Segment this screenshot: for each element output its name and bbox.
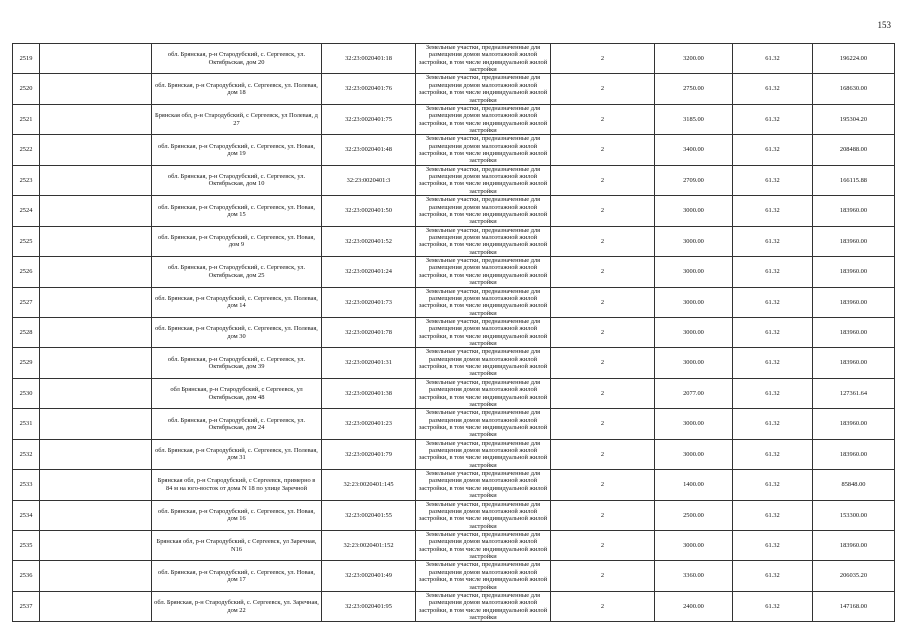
land-use-cell: Земельные участки, предназначенные для размещения домов малоэтажной жилой застройки, в том числе индивидуальной жилой застройки <box>416 226 551 256</box>
rate-cell: 61.32 <box>733 378 813 408</box>
address-cell: обл. Брянская, р-н Стародубский, с. Сергеевск, ул. Октябрьская, дом 39 <box>152 348 322 378</box>
rate-cell: 61.32 <box>733 44 813 74</box>
group-cell: 2 <box>551 257 655 287</box>
cadastral-number-cell: 32:23:0020401:24 <box>322 257 416 287</box>
address-cell: обл. Брянская, р-н Стародубский, с. Сергеевск, ул. Октябрьская, дом 25 <box>152 257 322 287</box>
group-cell: 2 <box>551 317 655 347</box>
rate-cell: 61.32 <box>733 470 813 500</box>
group-cell: 2 <box>551 500 655 530</box>
land-use-cell: Земельные участки, предназначенные для размещения домов малоэтажной жилой застройки, в том числе индивидуальной жилой застройки <box>416 500 551 530</box>
group-cell: 2 <box>551 196 655 226</box>
total-value-cell: 208488.00 <box>813 135 895 165</box>
land-use-cell: Земельные участки, предназначенные для размещения домов малоэтажной жилой застройки, в том числе индивидуальной жилой застройки <box>416 135 551 165</box>
row-number-cell: 2533 <box>13 470 40 500</box>
row-number-cell: 2524 <box>13 196 40 226</box>
area-cell: 3000.00 <box>655 196 733 226</box>
rate-cell: 61.32 <box>733 500 813 530</box>
group-cell: 2 <box>551 470 655 500</box>
row-number-cell: 2534 <box>13 500 40 530</box>
empty-cell <box>40 500 152 530</box>
land-use-cell: Земельные участки, предназначенные для размещения домов малоэтажной жилой застройки, в том числе индивидуальной жилой застройки <box>416 317 551 347</box>
total-value-cell: 183960.00 <box>813 287 895 317</box>
area-cell: 3000.00 <box>655 409 733 439</box>
area-cell: 3200.00 <box>655 44 733 74</box>
total-value-cell: 183960.00 <box>813 409 895 439</box>
area-cell: 3000.00 <box>655 257 733 287</box>
rate-cell: 61.32 <box>733 348 813 378</box>
group-cell: 2 <box>551 104 655 134</box>
address-cell: обл. Брянская, р-н Стародубский, с. Сергеевск, ул. Октябрьская, дом 24 <box>152 409 322 439</box>
address-cell: Брянская обл, р-н Стародубский, с Сергеевск, ул Полевая, д 27 <box>152 104 322 134</box>
group-cell: 2 <box>551 44 655 74</box>
area-cell: 2709.00 <box>655 165 733 195</box>
land-use-cell: Земельные участки, предназначенные для размещения домов малоэтажной жилой застройки, в том числе индивидуальной жилой застройки <box>416 561 551 591</box>
group-cell: 2 <box>551 165 655 195</box>
total-value-cell: 183960.00 <box>813 531 895 561</box>
cadastral-number-cell: 32:23:0020401:31 <box>322 348 416 378</box>
group-cell: 2 <box>551 135 655 165</box>
cadastral-number-cell: 32:23:0020401:52 <box>322 226 416 256</box>
table-row <box>13 165 895 195</box>
empty-cell <box>40 257 152 287</box>
table-row <box>13 378 895 408</box>
table-row <box>13 591 895 621</box>
land-use-cell: Земельные участки, предназначенные для размещения домов малоэтажной жилой застройки, в том числе индивидуальной жилой застройки <box>416 165 551 195</box>
land-use-cell: Земельные участки, предназначенные для размещения домов малоэтажной жилой застройки, в том числе индивидуальной жилой застройки <box>416 196 551 226</box>
cadastral-number-cell: 32:23:0020401:152 <box>322 531 416 561</box>
table-row <box>13 409 895 439</box>
group-cell: 2 <box>551 561 655 591</box>
rate-cell: 61.32 <box>733 409 813 439</box>
row-number-cell: 2529 <box>13 348 40 378</box>
rate-cell: 61.32 <box>733 226 813 256</box>
row-number-cell: 2527 <box>13 287 40 317</box>
land-use-cell: Земельные участки, предназначенные для размещения домов малоэтажной жилой застройки, в том числе индивидуальной жилой застройки <box>416 348 551 378</box>
total-value-cell: 168630.00 <box>813 74 895 104</box>
table-row <box>13 470 895 500</box>
group-cell: 2 <box>551 531 655 561</box>
table-row <box>13 439 895 469</box>
group-cell: 2 <box>551 439 655 469</box>
address-cell: обл. Брянская, р-н Стародубский, с. Сергеевск, ул. Новая, дом 16 <box>152 500 322 530</box>
total-value-cell: 183960.00 <box>813 196 895 226</box>
address-cell: обл Брянская, р-н Стародубский, с Сергеевск, ул Октябрьская, дом 48 <box>152 378 322 408</box>
table-row <box>13 561 895 591</box>
group-cell: 2 <box>551 591 655 621</box>
total-value-cell: 206035.20 <box>813 561 895 591</box>
rate-cell: 61.32 <box>733 317 813 347</box>
table-row <box>13 500 895 530</box>
group-cell: 2 <box>551 409 655 439</box>
total-value-cell: 147168.00 <box>813 591 895 621</box>
area-cell: 2750.00 <box>655 74 733 104</box>
row-number-cell: 2531 <box>13 409 40 439</box>
rate-cell: 61.32 <box>733 531 813 561</box>
empty-cell <box>40 74 152 104</box>
total-value-cell: 85848.00 <box>813 470 895 500</box>
empty-cell <box>40 135 152 165</box>
total-value-cell: 183960.00 <box>813 226 895 256</box>
address-cell: обл. Брянская, р-н Стародубский, с. Сергеевск, ул. Полевая, дом 31 <box>152 439 322 469</box>
row-number-cell: 2537 <box>13 591 40 621</box>
area-cell: 3000.00 <box>655 287 733 317</box>
land-use-cell: Земельные участки, предназначенные для размещения домов малоэтажной жилой застройки, в том числе индивидуальной жилой застройки <box>416 104 551 134</box>
address-cell: Брянская обл, р-н Стародубский, с Сергеевск, ул Заречная, N16 <box>152 531 322 561</box>
cadastral-number-cell: 32:23:0020401:48 <box>322 135 416 165</box>
table-row <box>13 287 895 317</box>
land-use-cell: Земельные участки, предназначенные для размещения домов малоэтажной жилой застройки, в том числе индивидуальной жилой застройки <box>416 287 551 317</box>
table-row <box>13 531 895 561</box>
area-cell: 3400.00 <box>655 135 733 165</box>
cadastral-number-cell: 32:23:0020401:78 <box>322 317 416 347</box>
address-cell: обл. Брянская, р-н Стародубский, с. Сергеевск, ул. Заречная, дом 22 <box>152 591 322 621</box>
table-row <box>13 257 895 287</box>
land-use-cell: Земельные участки, предназначенные для размещения домов малоэтажной жилой застройки, в том числе индивидуальной жилой застройки <box>416 74 551 104</box>
cadastral-number-cell: 32:23:0020401:49 <box>322 561 416 591</box>
rate-cell: 61.32 <box>733 165 813 195</box>
total-value-cell: 153300.00 <box>813 500 895 530</box>
address-cell: обл. Брянская, р-н Стародубский, с. Сергеевск, ул. Новая, дом 17 <box>152 561 322 591</box>
land-use-cell: Земельные участки, предназначенные для размещения домов малоэтажной жилой застройки, в том числе индивидуальной жилой застройки <box>416 591 551 621</box>
address-cell: обл. Брянская, р-н Стародубский, с. Сергеевск, ул. Новая, дом 9 <box>152 226 322 256</box>
table-row <box>13 196 895 226</box>
rate-cell: 61.32 <box>733 561 813 591</box>
cadastral-number-cell: 32:23:0020401:3 <box>322 165 416 195</box>
row-number-cell: 2520 <box>13 74 40 104</box>
cadastral-number-cell: 32:23:0020401:50 <box>322 196 416 226</box>
address-cell: обл. Брянская, р-н Стародубский, с. Сергеевск, ул. Новая, дом 15 <box>152 196 322 226</box>
total-value-cell: 183960.00 <box>813 257 895 287</box>
total-value-cell: 183960.00 <box>813 348 895 378</box>
rate-cell: 61.32 <box>733 287 813 317</box>
cadastral-number-cell: 32:23:0020401:75 <box>322 104 416 134</box>
area-cell: 2400.00 <box>655 591 733 621</box>
cadastral-number-cell: 32:23:0020401:55 <box>322 500 416 530</box>
total-value-cell: 183960.00 <box>813 317 895 347</box>
land-use-cell: Земельные участки, предназначенные для размещения домов малоэтажной жилой застройки, в том числе индивидуальной жилой застройки <box>416 531 551 561</box>
area-cell: 3360.00 <box>655 561 733 591</box>
empty-cell <box>40 287 152 317</box>
row-number-cell: 2530 <box>13 378 40 408</box>
group-cell: 2 <box>551 348 655 378</box>
land-use-cell: Земельные участки, предназначенные для размещения домов малоэтажной жилой застройки, в том числе индивидуальной жилой застройки <box>416 378 551 408</box>
cadastral-number-cell: 32:23:0020401:23 <box>322 409 416 439</box>
land-use-cell: Земельные участки, предназначенные для размещения домов малоэтажной жилой застройки, в том числе индивидуальной жилой застройки <box>416 470 551 500</box>
rate-cell: 61.32 <box>733 196 813 226</box>
area-cell: 2500.00 <box>655 500 733 530</box>
empty-cell <box>40 104 152 134</box>
area-cell: 3000.00 <box>655 439 733 469</box>
total-value-cell: 183960.00 <box>813 439 895 469</box>
registry-body <box>13 44 895 622</box>
total-value-cell: 127361.64 <box>813 378 895 408</box>
land-use-cell: Земельные участки, предназначенные для размещения домов малоэтажной жилой застройки, в том числе индивидуальной жилой застройки <box>416 44 551 74</box>
row-number-cell: 2522 <box>13 135 40 165</box>
address-cell: обл. Брянская, р-н Стародубский, с. Сергеевск, ул. Полевая, дом 30 <box>152 317 322 347</box>
empty-cell <box>40 531 152 561</box>
row-number-cell: 2526 <box>13 257 40 287</box>
rate-cell: 61.32 <box>733 135 813 165</box>
address-cell: обл. Брянская, р-н Стародубский, с. Сергеевск, ул. Полевая, дом 18 <box>152 74 322 104</box>
table-row <box>13 226 895 256</box>
row-number-cell: 2536 <box>13 561 40 591</box>
cadastral-number-cell: 32:23:0020401:95 <box>322 591 416 621</box>
total-value-cell: 196224.00 <box>813 44 895 74</box>
cadastral-number-cell: 32:23:0020401:79 <box>322 439 416 469</box>
empty-cell <box>40 348 152 378</box>
empty-cell <box>40 378 152 408</box>
address-cell: обл. Брянская, р-н Стародубский, с. Сергеевск, ул. Новая, дом 19 <box>152 135 322 165</box>
row-number-cell: 2525 <box>13 226 40 256</box>
empty-cell <box>40 226 152 256</box>
total-value-cell: 195304.20 <box>813 104 895 134</box>
page-number: 153 <box>877 20 891 30</box>
area-cell: 2077.00 <box>655 378 733 408</box>
empty-cell <box>40 44 152 74</box>
row-number-cell: 2535 <box>13 531 40 561</box>
group-cell: 2 <box>551 226 655 256</box>
empty-cell <box>40 439 152 469</box>
table-row <box>13 44 895 74</box>
row-number-cell: 2528 <box>13 317 40 347</box>
cadastral-number-cell: 32:23:0020401:145 <box>322 470 416 500</box>
address-cell: обл. Брянская, р-н Стародубский, с. Сергеевск, ул. Октябрьская, дом 10 <box>152 165 322 195</box>
address-cell: обл. Брянская, р-н Стародубский, с. Сергеевск, ул. Полевая, дом 14 <box>152 287 322 317</box>
table-row <box>13 135 895 165</box>
cadastral-number-cell: 32:23:0020401:73 <box>322 287 416 317</box>
empty-cell <box>40 409 152 439</box>
cadastral-number-cell: 32:23:0020401:18 <box>322 44 416 74</box>
rate-cell: 61.32 <box>733 257 813 287</box>
cadastral-number-cell: 32:23:0020401:76 <box>322 74 416 104</box>
area-cell: 3000.00 <box>655 348 733 378</box>
table-row <box>13 348 895 378</box>
address-cell: Брянская обл, р-н Стародубский, с Сергеевск, примерно в 84 м на юго-восток от дома N 18 по улице Заречной <box>152 470 322 500</box>
area-cell: 3000.00 <box>655 226 733 256</box>
group-cell: 2 <box>551 378 655 408</box>
cadastral-number-cell: 32:23:0020401:38 <box>322 378 416 408</box>
address-cell: обл. Брянская, р-н Стародубский, с. Сергеевск, ул. Октябрьская, дом 20 <box>152 44 322 74</box>
empty-cell <box>40 591 152 621</box>
area-cell: 3000.00 <box>655 531 733 561</box>
land-use-cell: Земельные участки, предназначенные для размещения домов малоэтажной жилой застройки, в том числе индивидуальной жилой застройки <box>416 439 551 469</box>
rate-cell: 61.32 <box>733 74 813 104</box>
area-cell: 3185.00 <box>655 104 733 134</box>
land-use-cell: Земельные участки, предназначенные для размещения домов малоэтажной жилой застройки, в том числе индивидуальной жилой застройки <box>416 409 551 439</box>
land-use-cell: Земельные участки, предназначенные для размещения домов малоэтажной жилой застройки, в том числе индивидуальной жилой застройки <box>416 257 551 287</box>
rate-cell: 61.32 <box>733 104 813 134</box>
area-cell: 3000.00 <box>655 317 733 347</box>
area-cell: 1400.00 <box>655 470 733 500</box>
empty-cell <box>40 561 152 591</box>
table-row <box>13 74 895 104</box>
rate-cell: 61.32 <box>733 591 813 621</box>
empty-cell <box>40 470 152 500</box>
empty-cell <box>40 196 152 226</box>
empty-cell <box>40 165 152 195</box>
total-value-cell: 166115.88 <box>813 165 895 195</box>
table-row <box>13 104 895 134</box>
table-row <box>13 317 895 347</box>
rate-cell: 61.32 <box>733 439 813 469</box>
empty-cell <box>40 317 152 347</box>
group-cell: 2 <box>551 287 655 317</box>
land-plot-registry-table <box>12 43 895 622</box>
row-number-cell: 2521 <box>13 104 40 134</box>
row-number-cell: 2523 <box>13 165 40 195</box>
group-cell: 2 <box>551 74 655 104</box>
row-number-cell: 2519 <box>13 44 40 74</box>
row-number-cell: 2532 <box>13 439 40 469</box>
